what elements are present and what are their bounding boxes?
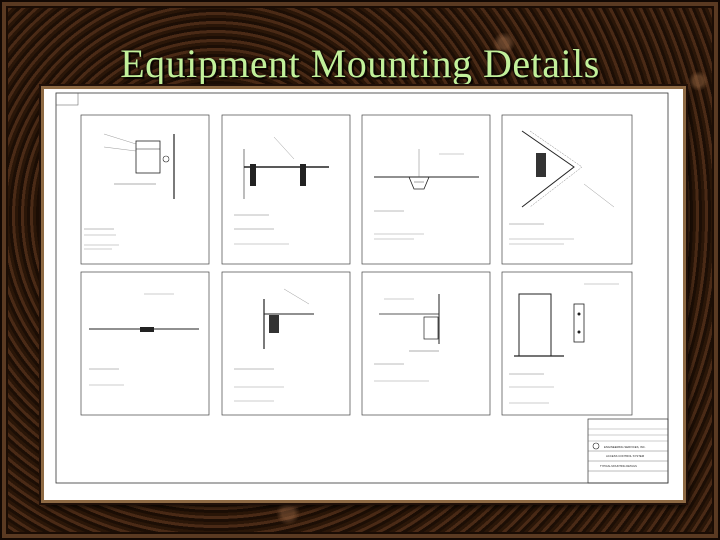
drawing-sheet-frame (41, 86, 686, 503)
detail-panel-5 (81, 272, 209, 415)
detail-panel-6 (222, 272, 350, 415)
detail-panel-8 (502, 272, 632, 415)
detail-panel-4 (502, 115, 632, 264)
title-block-company: ENGINEERING SERVICES, INC. (604, 445, 646, 449)
title-block-project: ACCESS CONTROL SYSTEM (606, 454, 645, 458)
slide-title: Equipment Mounting Details (120, 41, 600, 86)
title-block (588, 419, 668, 483)
detail-panel-1 (81, 115, 209, 264)
title-block-sheet-title: TYPICAL MOUNTING DETAILS (600, 465, 637, 468)
detail-panel-2 (222, 115, 350, 264)
detail-panel-3 (362, 115, 490, 264)
drawing-sheet (44, 89, 683, 500)
detail-panel-7 (362, 272, 490, 415)
